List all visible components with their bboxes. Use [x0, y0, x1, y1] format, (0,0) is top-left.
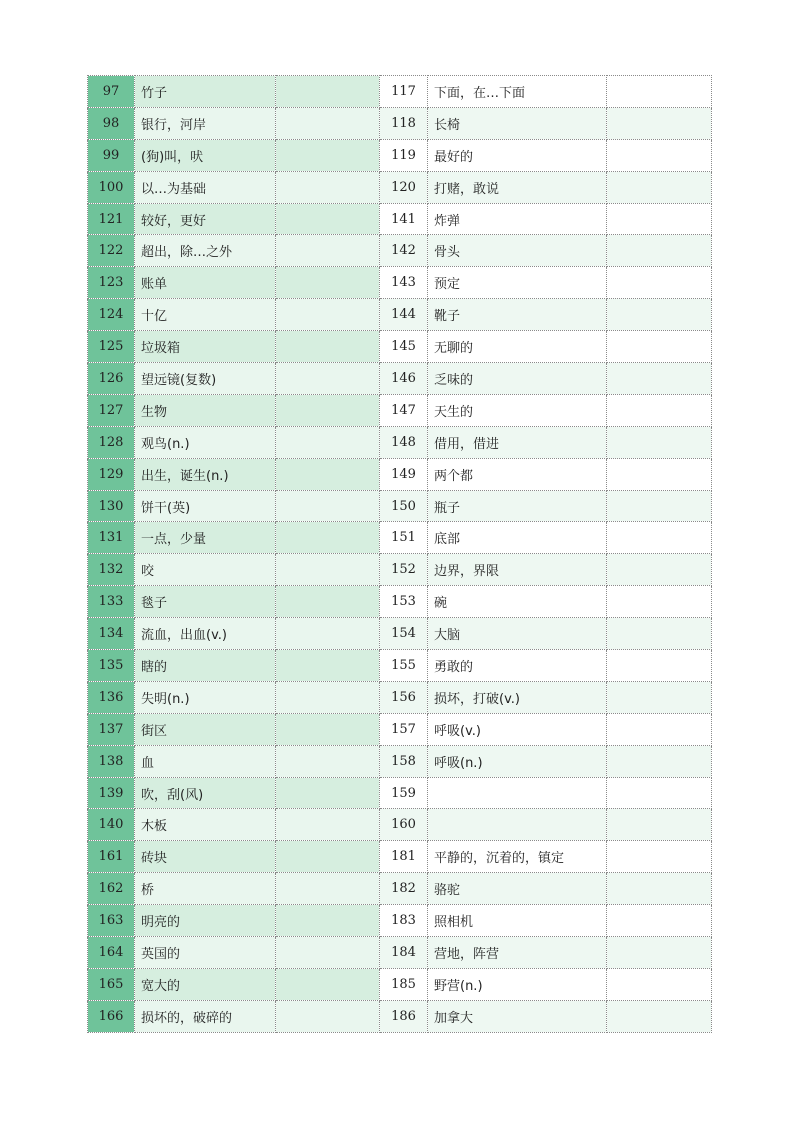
right-entry-meaning: 底部	[428, 522, 607, 554]
right-entry-number: 155	[380, 650, 428, 682]
table-row	[88, 235, 712, 267]
table-row	[88, 841, 712, 873]
right-entry-number: 119	[380, 139, 428, 171]
left-answer-blank	[276, 873, 380, 905]
left-entry-meaning: 观鸟(n.)	[135, 426, 276, 458]
right-answer-blank	[607, 777, 712, 809]
right-entry-number: 158	[380, 745, 428, 777]
vocabulary-table	[87, 75, 712, 1033]
left-entry-number: 137	[88, 713, 135, 745]
right-answer-blank	[607, 458, 712, 490]
right-entry-meaning: 呼吸(v.)	[428, 713, 607, 745]
table-row	[88, 139, 712, 171]
right-entry-meaning: 平静的，沉着的，镇定	[428, 841, 607, 873]
table-row	[88, 937, 712, 969]
left-entry-meaning: 宽大的	[135, 968, 276, 1000]
right-answer-blank	[607, 745, 712, 777]
right-answer-blank	[607, 235, 712, 267]
right-entry-meaning: 损坏，打破(v.)	[428, 681, 607, 713]
left-entry-number: 161	[88, 841, 135, 873]
left-answer-blank	[276, 235, 380, 267]
right-answer-blank	[607, 586, 712, 618]
table-row	[88, 681, 712, 713]
left-entry-number: 122	[88, 235, 135, 267]
right-answer-blank	[607, 426, 712, 458]
right-entry-meaning: 预定	[428, 267, 607, 299]
right-entry-meaning: 加拿大	[428, 1000, 607, 1032]
right-entry-meaning	[428, 777, 607, 809]
table-row	[88, 171, 712, 203]
left-entry-number: 100	[88, 171, 135, 203]
vocabulary-table-body	[88, 76, 712, 1033]
left-answer-blank	[276, 1000, 380, 1032]
right-entry-meaning: 乏味的	[428, 363, 607, 395]
table-row	[88, 394, 712, 426]
right-entry-meaning: 瓶子	[428, 490, 607, 522]
left-answer-blank	[276, 394, 380, 426]
left-answer-blank	[276, 713, 380, 745]
right-entry-number: 144	[380, 299, 428, 331]
right-entry-number: 151	[380, 522, 428, 554]
left-entry-number: 129	[88, 458, 135, 490]
left-answer-blank	[276, 554, 380, 586]
table-row	[88, 299, 712, 331]
right-entry-number: 148	[380, 426, 428, 458]
right-entry-meaning: 呼吸(n.)	[428, 745, 607, 777]
right-entry-number: 147	[380, 394, 428, 426]
table-row	[88, 650, 712, 682]
table-row	[88, 490, 712, 522]
table-row	[88, 1000, 712, 1032]
right-answer-blank	[607, 968, 712, 1000]
table-row	[88, 809, 712, 841]
right-entry-meaning: 营地，阵营	[428, 937, 607, 969]
table-row	[88, 968, 712, 1000]
left-entry-number: 131	[88, 522, 135, 554]
right-answer-blank	[607, 76, 712, 108]
left-entry-meaning: 出生，诞生(n.)	[135, 458, 276, 490]
left-entry-meaning: 木板	[135, 809, 276, 841]
right-answer-blank	[607, 1000, 712, 1032]
right-answer-blank	[607, 554, 712, 586]
table-row	[88, 522, 712, 554]
right-entry-number: 143	[380, 267, 428, 299]
right-answer-blank	[607, 299, 712, 331]
left-entry-number: 133	[88, 586, 135, 618]
right-entry-number: 183	[380, 905, 428, 937]
left-answer-blank	[276, 426, 380, 458]
left-answer-blank	[276, 809, 380, 841]
right-entry-meaning: 天生的	[428, 394, 607, 426]
left-answer-blank	[276, 107, 380, 139]
table-row	[88, 586, 712, 618]
left-answer-blank	[276, 841, 380, 873]
right-answer-blank	[607, 841, 712, 873]
table-row	[88, 777, 712, 809]
right-entry-meaning: 照相机	[428, 905, 607, 937]
left-entry-meaning: 咬	[135, 554, 276, 586]
right-answer-blank	[607, 490, 712, 522]
right-entry-meaning: 打赌，敢说	[428, 171, 607, 203]
right-entry-meaning	[428, 809, 607, 841]
left-entry-meaning: 桥	[135, 873, 276, 905]
table-row	[88, 554, 712, 586]
right-entry-number: 159	[380, 777, 428, 809]
right-entry-meaning: 骨头	[428, 235, 607, 267]
right-entry-number: 157	[380, 713, 428, 745]
right-entry-number: 182	[380, 873, 428, 905]
left-entry-number: 98	[88, 107, 135, 139]
left-answer-blank	[276, 490, 380, 522]
right-answer-blank	[607, 937, 712, 969]
right-entry-meaning: 骆驼	[428, 873, 607, 905]
right-entry-meaning: 碗	[428, 586, 607, 618]
right-answer-blank	[607, 107, 712, 139]
left-entry-meaning: 较好，更好	[135, 203, 276, 235]
left-entry-meaning: 血	[135, 745, 276, 777]
left-entry-number: 127	[88, 394, 135, 426]
right-entry-number: 149	[380, 458, 428, 490]
left-answer-blank	[276, 586, 380, 618]
right-answer-blank	[607, 331, 712, 363]
right-answer-blank	[607, 905, 712, 937]
table-row	[88, 426, 712, 458]
right-entry-number: 150	[380, 490, 428, 522]
table-row	[88, 203, 712, 235]
left-answer-blank	[276, 331, 380, 363]
left-entry-meaning: (狗)叫，吠	[135, 139, 276, 171]
right-entry-number: 186	[380, 1000, 428, 1032]
right-answer-blank	[607, 618, 712, 650]
left-answer-blank	[276, 139, 380, 171]
left-entry-meaning: 生物	[135, 394, 276, 426]
left-entry-number: 140	[88, 809, 135, 841]
right-entry-number: 153	[380, 586, 428, 618]
table-row	[88, 363, 712, 395]
left-entry-meaning: 失明(n.)	[135, 681, 276, 713]
right-answer-blank	[607, 713, 712, 745]
left-answer-blank	[276, 681, 380, 713]
right-entry-number: 117	[380, 76, 428, 108]
table-row	[88, 267, 712, 299]
left-answer-blank	[276, 618, 380, 650]
right-entry-meaning: 边界，界限	[428, 554, 607, 586]
left-answer-blank	[276, 968, 380, 1000]
left-entry-number: 139	[88, 777, 135, 809]
left-entry-number: 166	[88, 1000, 135, 1032]
left-entry-meaning: 超出，除…之外	[135, 235, 276, 267]
right-entry-number: 145	[380, 331, 428, 363]
right-entry-meaning: 靴子	[428, 299, 607, 331]
right-entry-meaning: 两个都	[428, 458, 607, 490]
left-entry-number: 164	[88, 937, 135, 969]
left-answer-blank	[276, 203, 380, 235]
left-entry-number: 165	[88, 968, 135, 1000]
left-answer-blank	[276, 905, 380, 937]
left-entry-number: 163	[88, 905, 135, 937]
left-entry-number: 136	[88, 681, 135, 713]
right-answer-blank	[607, 267, 712, 299]
right-entry-meaning: 勇敢的	[428, 650, 607, 682]
right-entry-number: 156	[380, 681, 428, 713]
left-answer-blank	[276, 745, 380, 777]
right-entry-number: 160	[380, 809, 428, 841]
right-entry-meaning: 炸弹	[428, 203, 607, 235]
left-entry-number: 132	[88, 554, 135, 586]
right-answer-blank	[607, 171, 712, 203]
left-entry-meaning: 竹子	[135, 76, 276, 108]
table-row	[88, 107, 712, 139]
left-answer-blank	[276, 650, 380, 682]
left-entry-number: 162	[88, 873, 135, 905]
right-entry-meaning: 下面，在…下面	[428, 76, 607, 108]
left-entry-number: 130	[88, 490, 135, 522]
left-entry-meaning: 毯子	[135, 586, 276, 618]
right-answer-blank	[607, 139, 712, 171]
left-answer-blank	[276, 171, 380, 203]
table-row	[88, 458, 712, 490]
left-entry-meaning: 望远镜(复数)	[135, 363, 276, 395]
table-row	[88, 76, 712, 108]
left-answer-blank	[276, 777, 380, 809]
table-row	[88, 905, 712, 937]
right-entry-meaning: 无聊的	[428, 331, 607, 363]
table-row	[88, 873, 712, 905]
right-entry-number: 154	[380, 618, 428, 650]
left-entry-meaning: 饼干(英)	[135, 490, 276, 522]
right-entry-number: 146	[380, 363, 428, 395]
left-entry-number: 121	[88, 203, 135, 235]
left-entry-meaning: 瞎的	[135, 650, 276, 682]
left-entry-meaning: 英国的	[135, 937, 276, 969]
left-answer-blank	[276, 76, 380, 108]
left-entry-number: 126	[88, 363, 135, 395]
right-answer-blank	[607, 522, 712, 554]
right-entry-meaning: 借用，借进	[428, 426, 607, 458]
right-answer-blank	[607, 873, 712, 905]
left-entry-meaning: 银行，河岸	[135, 107, 276, 139]
left-entry-meaning: 吹，刮(风)	[135, 777, 276, 809]
left-entry-number: 99	[88, 139, 135, 171]
left-entry-meaning: 损坏的，破碎的	[135, 1000, 276, 1032]
right-entry-number: 118	[380, 107, 428, 139]
left-entry-number: 138	[88, 745, 135, 777]
right-entry-meaning: 野营(n.)	[428, 968, 607, 1000]
right-entry-number: 185	[380, 968, 428, 1000]
left-entry-number: 128	[88, 426, 135, 458]
table-row	[88, 331, 712, 363]
right-entry-number: 141	[380, 203, 428, 235]
left-entry-number: 134	[88, 618, 135, 650]
left-entry-meaning: 十亿	[135, 299, 276, 331]
right-entry-meaning: 最好的	[428, 139, 607, 171]
left-answer-blank	[276, 267, 380, 299]
left-entry-meaning: 街区	[135, 713, 276, 745]
left-entry-number: 135	[88, 650, 135, 682]
right-entry-meaning: 长椅	[428, 107, 607, 139]
left-answer-blank	[276, 522, 380, 554]
left-entry-number: 125	[88, 331, 135, 363]
right-answer-blank	[607, 203, 712, 235]
left-answer-blank	[276, 937, 380, 969]
table-row	[88, 745, 712, 777]
left-answer-blank	[276, 458, 380, 490]
left-entry-meaning: 流血，出血(v.)	[135, 618, 276, 650]
right-answer-blank	[607, 681, 712, 713]
right-entry-number: 152	[380, 554, 428, 586]
left-entry-number: 124	[88, 299, 135, 331]
right-answer-blank	[607, 809, 712, 841]
right-answer-blank	[607, 363, 712, 395]
right-entry-number: 120	[380, 171, 428, 203]
left-entry-meaning: 以…为基础	[135, 171, 276, 203]
right-answer-blank	[607, 650, 712, 682]
right-entry-meaning: 大脑	[428, 618, 607, 650]
left-answer-blank	[276, 363, 380, 395]
left-entry-meaning: 垃圾箱	[135, 331, 276, 363]
right-entry-number: 181	[380, 841, 428, 873]
table-row	[88, 618, 712, 650]
left-entry-number: 123	[88, 267, 135, 299]
left-answer-blank	[276, 299, 380, 331]
table-row	[88, 713, 712, 745]
right-entry-number: 184	[380, 937, 428, 969]
left-entry-meaning: 砖块	[135, 841, 276, 873]
left-entry-number: 97	[88, 76, 135, 108]
left-entry-meaning: 一点，少量	[135, 522, 276, 554]
right-entry-number: 142	[380, 235, 428, 267]
right-answer-blank	[607, 394, 712, 426]
left-entry-meaning: 账单	[135, 267, 276, 299]
left-entry-meaning: 明亮的	[135, 905, 276, 937]
